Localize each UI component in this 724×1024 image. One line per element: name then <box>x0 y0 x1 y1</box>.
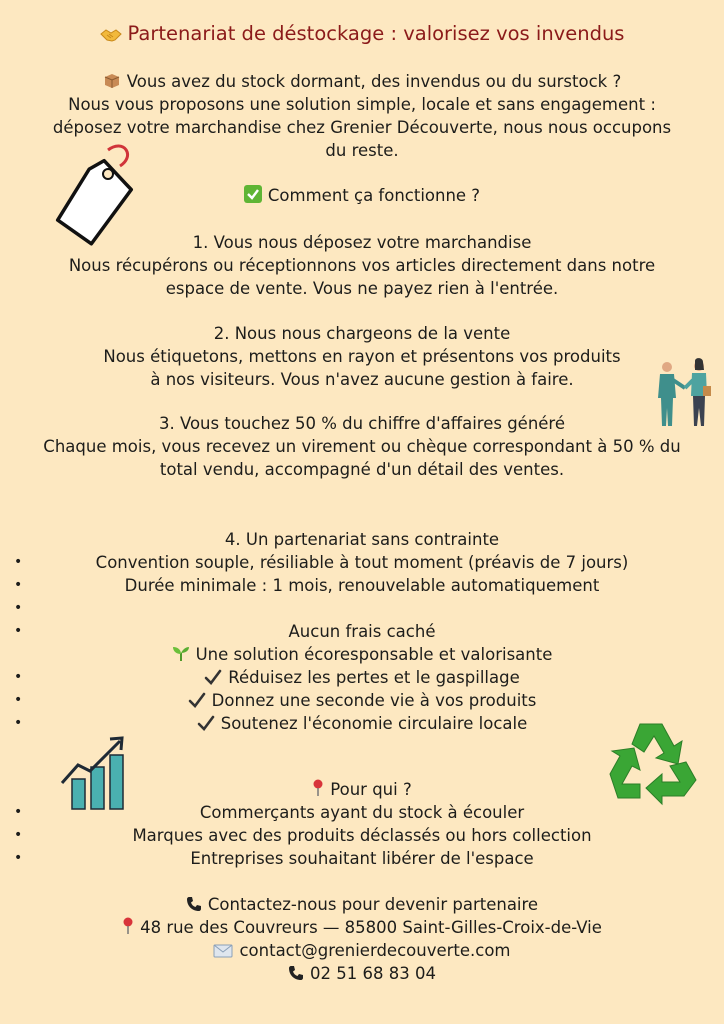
growth-chart-icon <box>58 735 130 813</box>
step1-line-2: espace de vente. Vous ne payez rien à l'entrée. <box>165 279 559 298</box>
envelope-icon <box>213 941 233 964</box>
step2-line-1: Nous étiquetons, mettons en rayon et présentons vos produits <box>103 347 621 366</box>
contact-heading: Contactez-nous pour devenir partenaire <box>0 893 724 918</box>
intro-line-4: du reste. <box>325 141 399 160</box>
bullet-marker: • <box>14 554 23 570</box>
contact-address: 48 rue des Couvreurs — 85800 Saint-Gilles-Croix-de-Vie <box>0 916 724 941</box>
eco-bullet-1: Réduisez les pertes et le gaspillage <box>0 666 724 691</box>
seedling-icon <box>172 644 190 668</box>
check-mark-icon <box>197 714 215 737</box>
bullet-marker: • <box>14 577 23 593</box>
handshake-icon <box>100 23 122 49</box>
bullet-marker: • <box>14 804 23 820</box>
for-who-heading: Pour qui ? <box>0 778 724 803</box>
how-heading: Comment ça fonctionne ? <box>0 184 724 209</box>
step4-title: 4. Un partenariat sans contrainte <box>224 530 500 549</box>
step1-title: 1. Vous nous déposez votre marchandise <box>192 233 532 252</box>
step2-title: 2. Nous nous chargeons de la vente <box>213 324 511 343</box>
step1-line-1: Nous récupérons ou réceptionnons vos articles directement dans notre <box>68 256 656 275</box>
bullet-marker: • <box>14 692 23 708</box>
for-who-bullet-3: Entreprises souhaitant libérer de l'espace <box>190 849 534 868</box>
step2-line-2: à nos visiteurs. Vous n'avez aucune gestion à faire. <box>150 370 574 389</box>
step3-line-1: Chaque mois, vous recevez un virement ou chèque correspondant à 50 % du <box>43 437 681 456</box>
for-who-bullet-2: Marques avec des produits déclassés ou hors collection <box>132 826 592 845</box>
eco-bullet-3: Soutenez l'économie circulaire locale <box>0 712 724 737</box>
step4-bullet-2: Durée minimale : 1 mois, renouvelable automatiquement <box>124 576 600 595</box>
for-who-bullet-1: Commerçants ayant du stock à écouler <box>199 803 525 822</box>
phone-icon <box>288 964 304 987</box>
bullet-marker: • <box>14 850 23 866</box>
intro-line-2: Nous vous proposons une solution simple, locale et sans engagement : <box>68 95 656 114</box>
step3-line-2: total vendu, accompagné d'un détail des ventes. <box>159 460 565 479</box>
pin-icon <box>122 917 134 941</box>
bullet-marker: • <box>14 600 23 616</box>
check-mark-icon <box>204 668 222 691</box>
bullet-marker: • <box>14 715 23 731</box>
phone-icon <box>186 895 202 918</box>
price-tag-icon <box>52 140 137 248</box>
eco-heading: Une solution écoresponsable et valorisante <box>0 643 724 668</box>
bullet-marker: • <box>14 669 23 685</box>
intro-line-3: déposez votre marchandise chez Grenier Découverte, nous nous occupons <box>52 118 672 137</box>
business-people-icon <box>655 358 713 430</box>
contact-email: contact@grenierdecouverte.com <box>0 939 724 964</box>
package-icon <box>103 72 121 95</box>
recycle-icon <box>604 718 698 808</box>
contact-phone: 02 51 68 83 04 <box>0 962 724 987</box>
intro-line-1: Vous avez du stock dormant, des invendus ou du surstock ? <box>0 70 724 95</box>
bullet-marker: • <box>14 623 23 639</box>
step4-bullet-1: Convention souple, résiliable à tout moment (préavis de 7 jours) <box>95 553 629 572</box>
eco-bullet-2: Donnez une seconde vie à vos produits <box>0 689 724 714</box>
step3-title: 3. Vous touchez 50 % du chiffre d'affaires généré <box>158 414 566 433</box>
check-box-icon <box>244 185 262 209</box>
pin-icon <box>312 779 324 803</box>
step4-bullet-4: Aucun frais caché <box>288 622 436 641</box>
bullet-marker: • <box>14 827 23 843</box>
page-title: Partenariat de déstockage : valorisez vos invendus <box>0 21 724 49</box>
check-mark-icon <box>188 691 206 714</box>
